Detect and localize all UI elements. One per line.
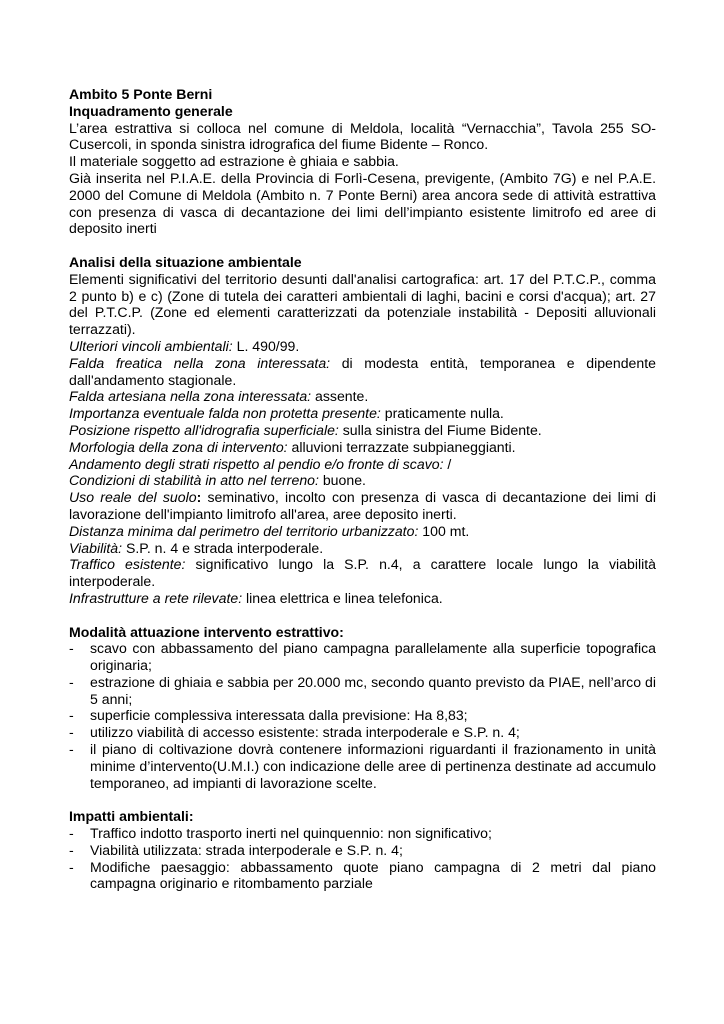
modalita-heading: Modalità attuazione intervento estrattivo:	[69, 623, 344, 640]
dash-bullet: -	[69, 741, 74, 758]
analisi-item	[69, 540, 656, 557]
inquadramento-paragraph-1: L’area estrattiva si colloca nel comune di Meldola, località “Vernacchia”, Tavola 255 SO-Cusercoli, in sponda sinistra idrografica del fiume Bidente – Ronco.	[69, 119, 656, 153]
analisi-item-value: di modesta entità, temporanea e dipendente dall'andamento stagionale.	[69, 354, 656, 388]
list-item	[69, 741, 656, 791]
analisi-item	[69, 405, 656, 422]
dash-bullet: -	[69, 673, 74, 690]
dash-bullet: -	[69, 707, 74, 724]
analisi-item	[69, 338, 656, 355]
analisi-item	[69, 523, 656, 540]
dash-bullet: -	[69, 640, 74, 657]
analisi-item	[69, 422, 656, 439]
list-item-text: Viabilità utilizzata: strada interpoderale e S.P. n. 4;	[90, 841, 403, 858]
analisi-item	[69, 590, 656, 607]
inquadramento-paragraph-2: Il materiale soggetto ad estrazione è ghiaia e sabbia.	[69, 153, 399, 170]
analisi-item-label: Morfologia della zona di intervento:	[69, 438, 288, 455]
analisi-item-value: sulla sinistra del Fiume Bidente.	[338, 421, 542, 438]
analisi-item	[69, 355, 656, 389]
analisi-item-label: Falda artesiana nella zona interessata:	[69, 388, 312, 405]
analisi-item-label: Viabilità:	[69, 539, 123, 556]
analisi-item-value: significativo lungo la S.P. n.4, a carattere locale lungo la viabilità interpoderale.	[69, 556, 657, 590]
analisi-item-label: Uso reale del suolo	[69, 489, 197, 506]
list-item	[69, 842, 656, 859]
list-item-text: Modifiche paesaggio: abbassamento quote piano campagna di 2 metri dal piano campagna originario e ritombamento parziale	[90, 858, 656, 892]
analisi-item-label: Posizione rispetto all'idrografia superficiale:	[69, 421, 339, 438]
impatti-heading: Impatti ambientali:	[69, 808, 194, 825]
analisi-item-label: Condizioni di stabilità in atto nel terreno:	[69, 472, 319, 489]
analisi-item	[69, 489, 656, 523]
modalita-list	[69, 640, 656, 791]
list-item	[69, 707, 656, 724]
analisi-item-value: praticamente nulla.	[380, 405, 504, 422]
analisi-item	[69, 456, 656, 473]
dash-bullet: -	[69, 858, 74, 875]
analisi-item-value: assente.	[311, 388, 369, 405]
analisi-item-label: Infrastrutture a rete rilevate:	[69, 589, 243, 606]
list-item	[69, 825, 656, 842]
list-item	[69, 859, 656, 893]
spacer	[69, 237, 656, 254]
dash-bullet: -	[69, 825, 74, 842]
spacer	[69, 791, 656, 808]
analisi-item-value: S.P. n. 4 e strada interpoderale.	[122, 539, 324, 556]
analisi-item	[69, 472, 656, 489]
impatti-list	[69, 825, 656, 892]
list-item-text: il piano di coltivazione dovrà contenere informazioni riguardanti il frazionamento in unità minime d’intervento(U.M.I.) con indicazione delle aree di pertinenza destinate ad accumulo temporaneo, ad impianti di lavorazione scelte.	[90, 741, 656, 791]
analisi-item-value: /	[443, 455, 452, 472]
analisi-item-value: 100 mt.	[418, 522, 470, 539]
analisi-intro: Elementi significativi del territorio desunti dall'analisi cartografica: art. 17 del P.T.C.P., comma 2 punto b) e c) (Zone di tutela dei caratteri ambientali di laghi, bacini e corsi d'acqua); art. 27 del P.T.C.P. (Zone ed elementi caratterizzati da potenziale instabilità - Depositi alluvionali terrazzati).	[69, 270, 656, 338]
analisi-heading: Analisi della situazione ambientale	[69, 253, 302, 270]
analisi-item-label: Importanza eventuale falda non protetta presente:	[69, 405, 381, 422]
analisi-item-label: Distanza minima dal perimetro del territorio urbanizzato:	[69, 522, 419, 539]
analisi-item	[69, 439, 656, 456]
analisi-item-value: L. 490/99.	[232, 337, 300, 354]
inquadramento-paragraph-3: Già inserita nel P.I.A.E. della Provincia di Forlì-Cesena, previgente, (Ambito 7G) e nel P.A.E. 2000 del Comune di Meldola (Ambito n. 7 Ponte Berni) area ancora sede di attività estrattiva con presenza di vasca di decantazione dei limi dell’impianto esistente limitrofo ed aree di deposito inerti	[69, 169, 656, 237]
list-item-text: Traffico indotto trasporto inerti nel quinquennio: non significativo;	[90, 825, 492, 842]
analisi-item-value: seminativo, incolto con presenza di vasca di decantazione dei limi di lavorazione dell'impianto limitrofo all'area, aree deposito inerti.	[69, 489, 656, 522]
analisi-item-colon: :	[196, 489, 202, 506]
list-item	[69, 724, 656, 741]
analisi-item	[69, 556, 656, 590]
list-item	[69, 674, 656, 708]
dash-bullet: -	[69, 841, 74, 858]
analisi-item-label: Traffico esistente:	[69, 556, 186, 573]
analisi-item-value: buone.	[318, 472, 366, 489]
inquadramento-heading: Inquadramento generale	[69, 102, 233, 119]
list-item-text: estrazione di ghiaia e sabbia per 20.000 mc, secondo quanto previsto da PIAE, nell’arco di 5 anni;	[90, 673, 656, 707]
analisi-item-label: Ulteriori vincoli ambientali:	[69, 337, 233, 354]
analisi-item-value: alluvioni terrazzate subpianeggianti.	[287, 438, 516, 455]
analisi-item-label: Andamento degli strati rispetto al pendio e/o fronte di scavo:	[69, 455, 444, 472]
dash-bullet: -	[69, 724, 74, 741]
analisi-item-value: linea elettrica e linea telefonica.	[242, 589, 443, 606]
list-item-text: superficie complessiva interessata dalla previsione: Ha 8,83;	[90, 707, 468, 724]
list-item-text: scavo con abbassamento del piano campagna parallelamente alla superficie topografica originaria;	[90, 640, 656, 674]
spacer	[69, 607, 656, 624]
analisi-item	[69, 388, 656, 405]
list-item	[69, 640, 656, 674]
list-item-text: utilizzo viabilità di accesso esistente: strada interpoderale e S.P. n. 4;	[90, 724, 520, 741]
ambito-title: Ambito 5 Ponte Berni	[69, 86, 213, 102]
analisi-item-label: Falda freatica nella zona interessata:	[69, 354, 331, 371]
